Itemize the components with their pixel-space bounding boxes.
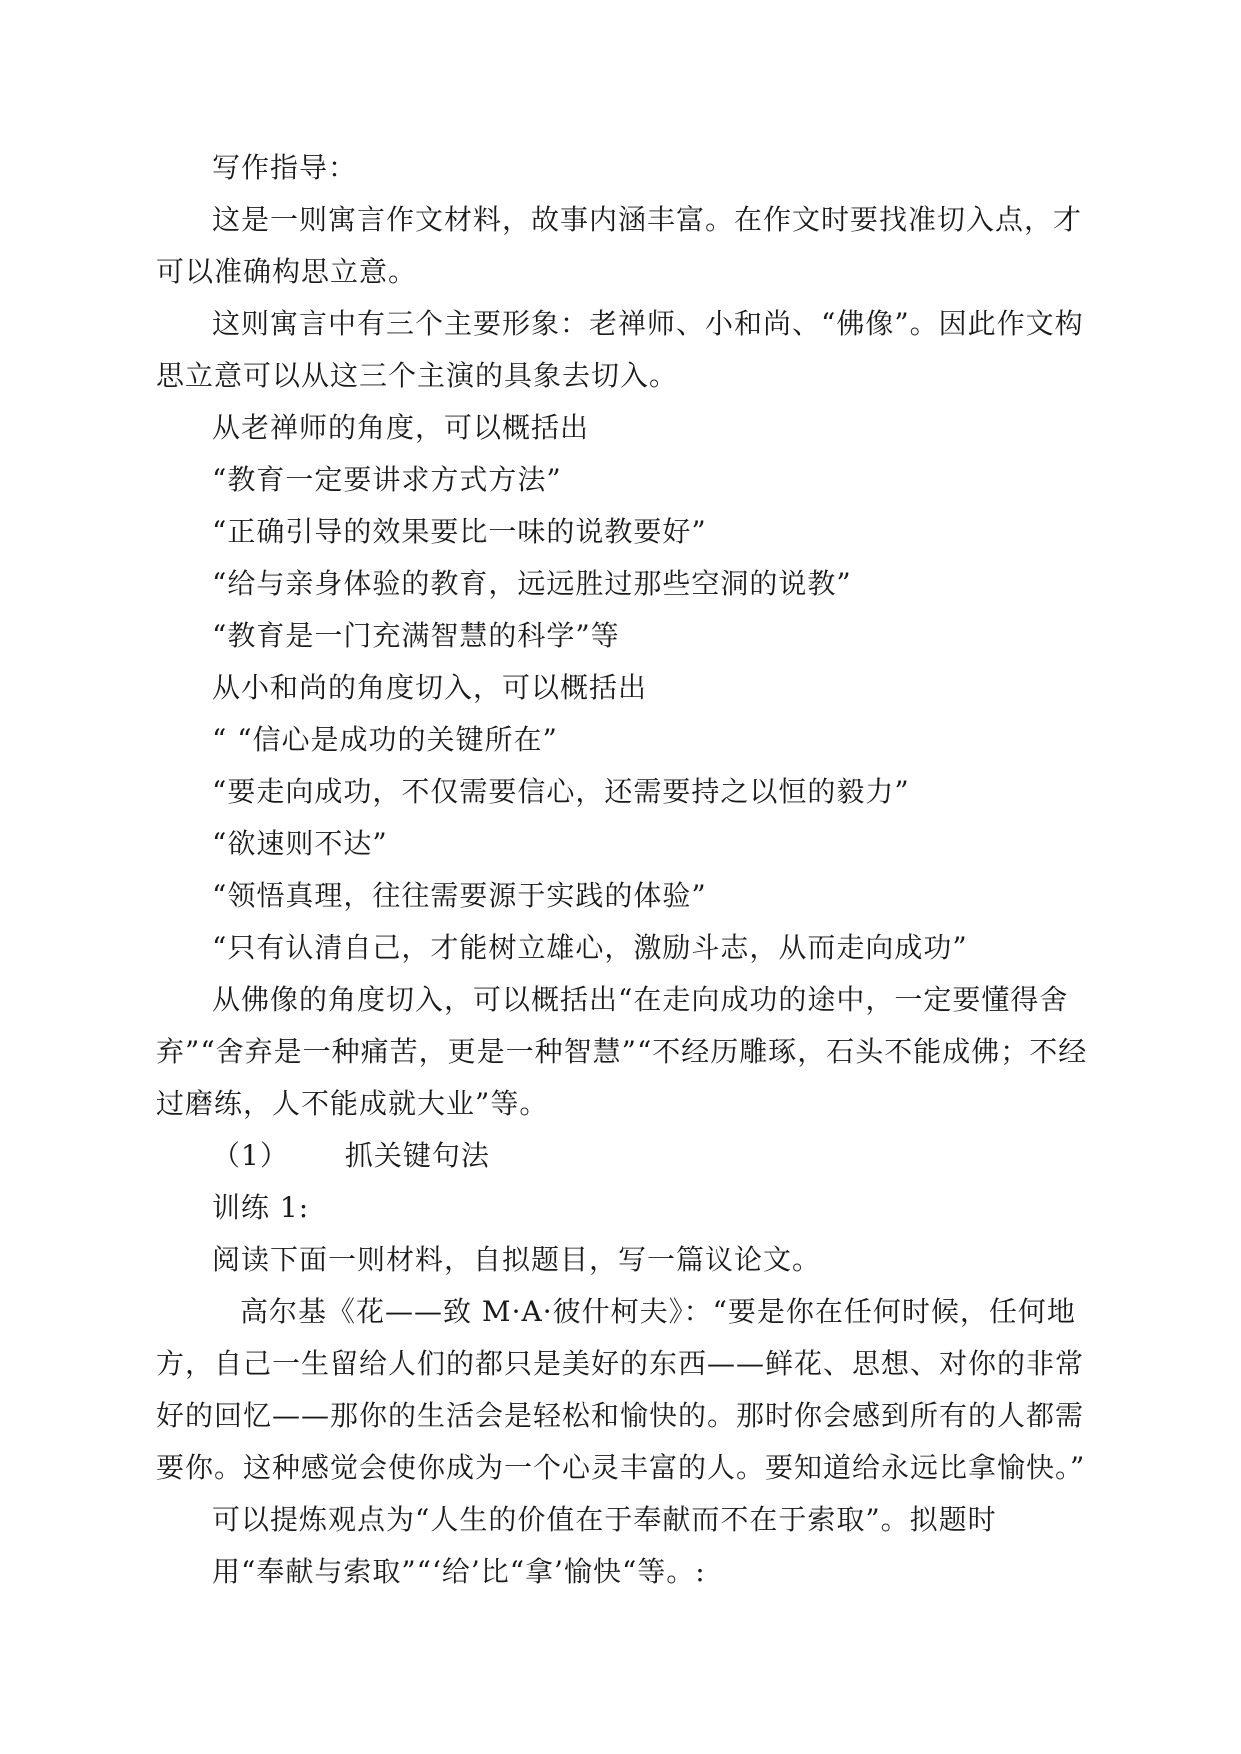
document-body (156, 142, 1106, 1598)
master-point: “教育一定要讲求方式方法” (212, 463, 562, 496)
method-number: （1） (212, 1139, 289, 1172)
paragraph-intro: 这是一则寓言作文材料，故事内涵丰富。在作文时要找准切入点，才可以准确构思立意。 (156, 203, 1083, 288)
viewpoint-line: 用“奉献与索取”“‘给’比“拿’愉快“等。: (212, 1555, 706, 1588)
master-point: “给与亲身体验的教育，远远胜过那些空洞的说教” (212, 567, 852, 600)
method-heading (156, 1130, 1106, 1182)
monk-point: “领悟真理，往往需要源于实践的体验” (212, 879, 707, 912)
training-label: 训练 1: (212, 1191, 310, 1224)
master-point: “教育是一门充满智慧的科学”等 (212, 619, 620, 652)
viewpoint-line: 可以提炼观点为“人生的价值在于奉献而不在于索取”。拟题时 (212, 1503, 997, 1536)
paragraph-buddha-angle: 从佛像的角度切入，可以概括出“在走向成功的途中，一定要懂得舍弃”“舍弃是一种痛苦，更是一种智慧”“不经历雕琢，石头不能成佛；不经过磨练，人不能成就大业”等。 (156, 983, 1088, 1120)
master-point: “正确引导的效果要比一味的说教要好” (212, 515, 707, 548)
monk-point: “ “信心是成功的关键所在” (212, 723, 558, 756)
instruction-line: 阅读下面一则材料，自拟题目，写一篇议论文。 (212, 1243, 822, 1276)
section-monk-angle: 从小和尚的角度切入，可以概括出 (212, 671, 648, 704)
method-title: 抓关键句法 (344, 1139, 490, 1172)
section-master-angle: 从老禅师的角度，可以概括出 (212, 411, 590, 444)
heading-writing-guide: 写作指导： (212, 151, 358, 184)
monk-point: “只有认清自己，才能树立雄心，激励斗志，从而走向成功” (212, 931, 968, 964)
monk-point: “要走向成功，不仅需要信心，还需要持之以恒的毅力” (212, 775, 910, 808)
paragraph-gorky-quote: 高尔基《花——致 M·A·彼什柯夫》：“要是你在任何时候，任何地方，自己一生留给人们的都只是美好的东西——鲜花、思想、对你的非常好的回忆——那你的生活会是轻松和愉快的。那时你会感到所有的人都需要你。这种感觉会使你成为一个心灵丰富的人。要知道给永远比拿愉快。” (156, 1295, 1086, 1484)
paragraph-three-images: 这则寓言中有三个主要形象：老禅师、小和尚、“佛像”。因此作文构思立意可以从这三个主演的具象去切入。 (156, 307, 1084, 392)
monk-point: “欲速则不达” (212, 827, 388, 860)
